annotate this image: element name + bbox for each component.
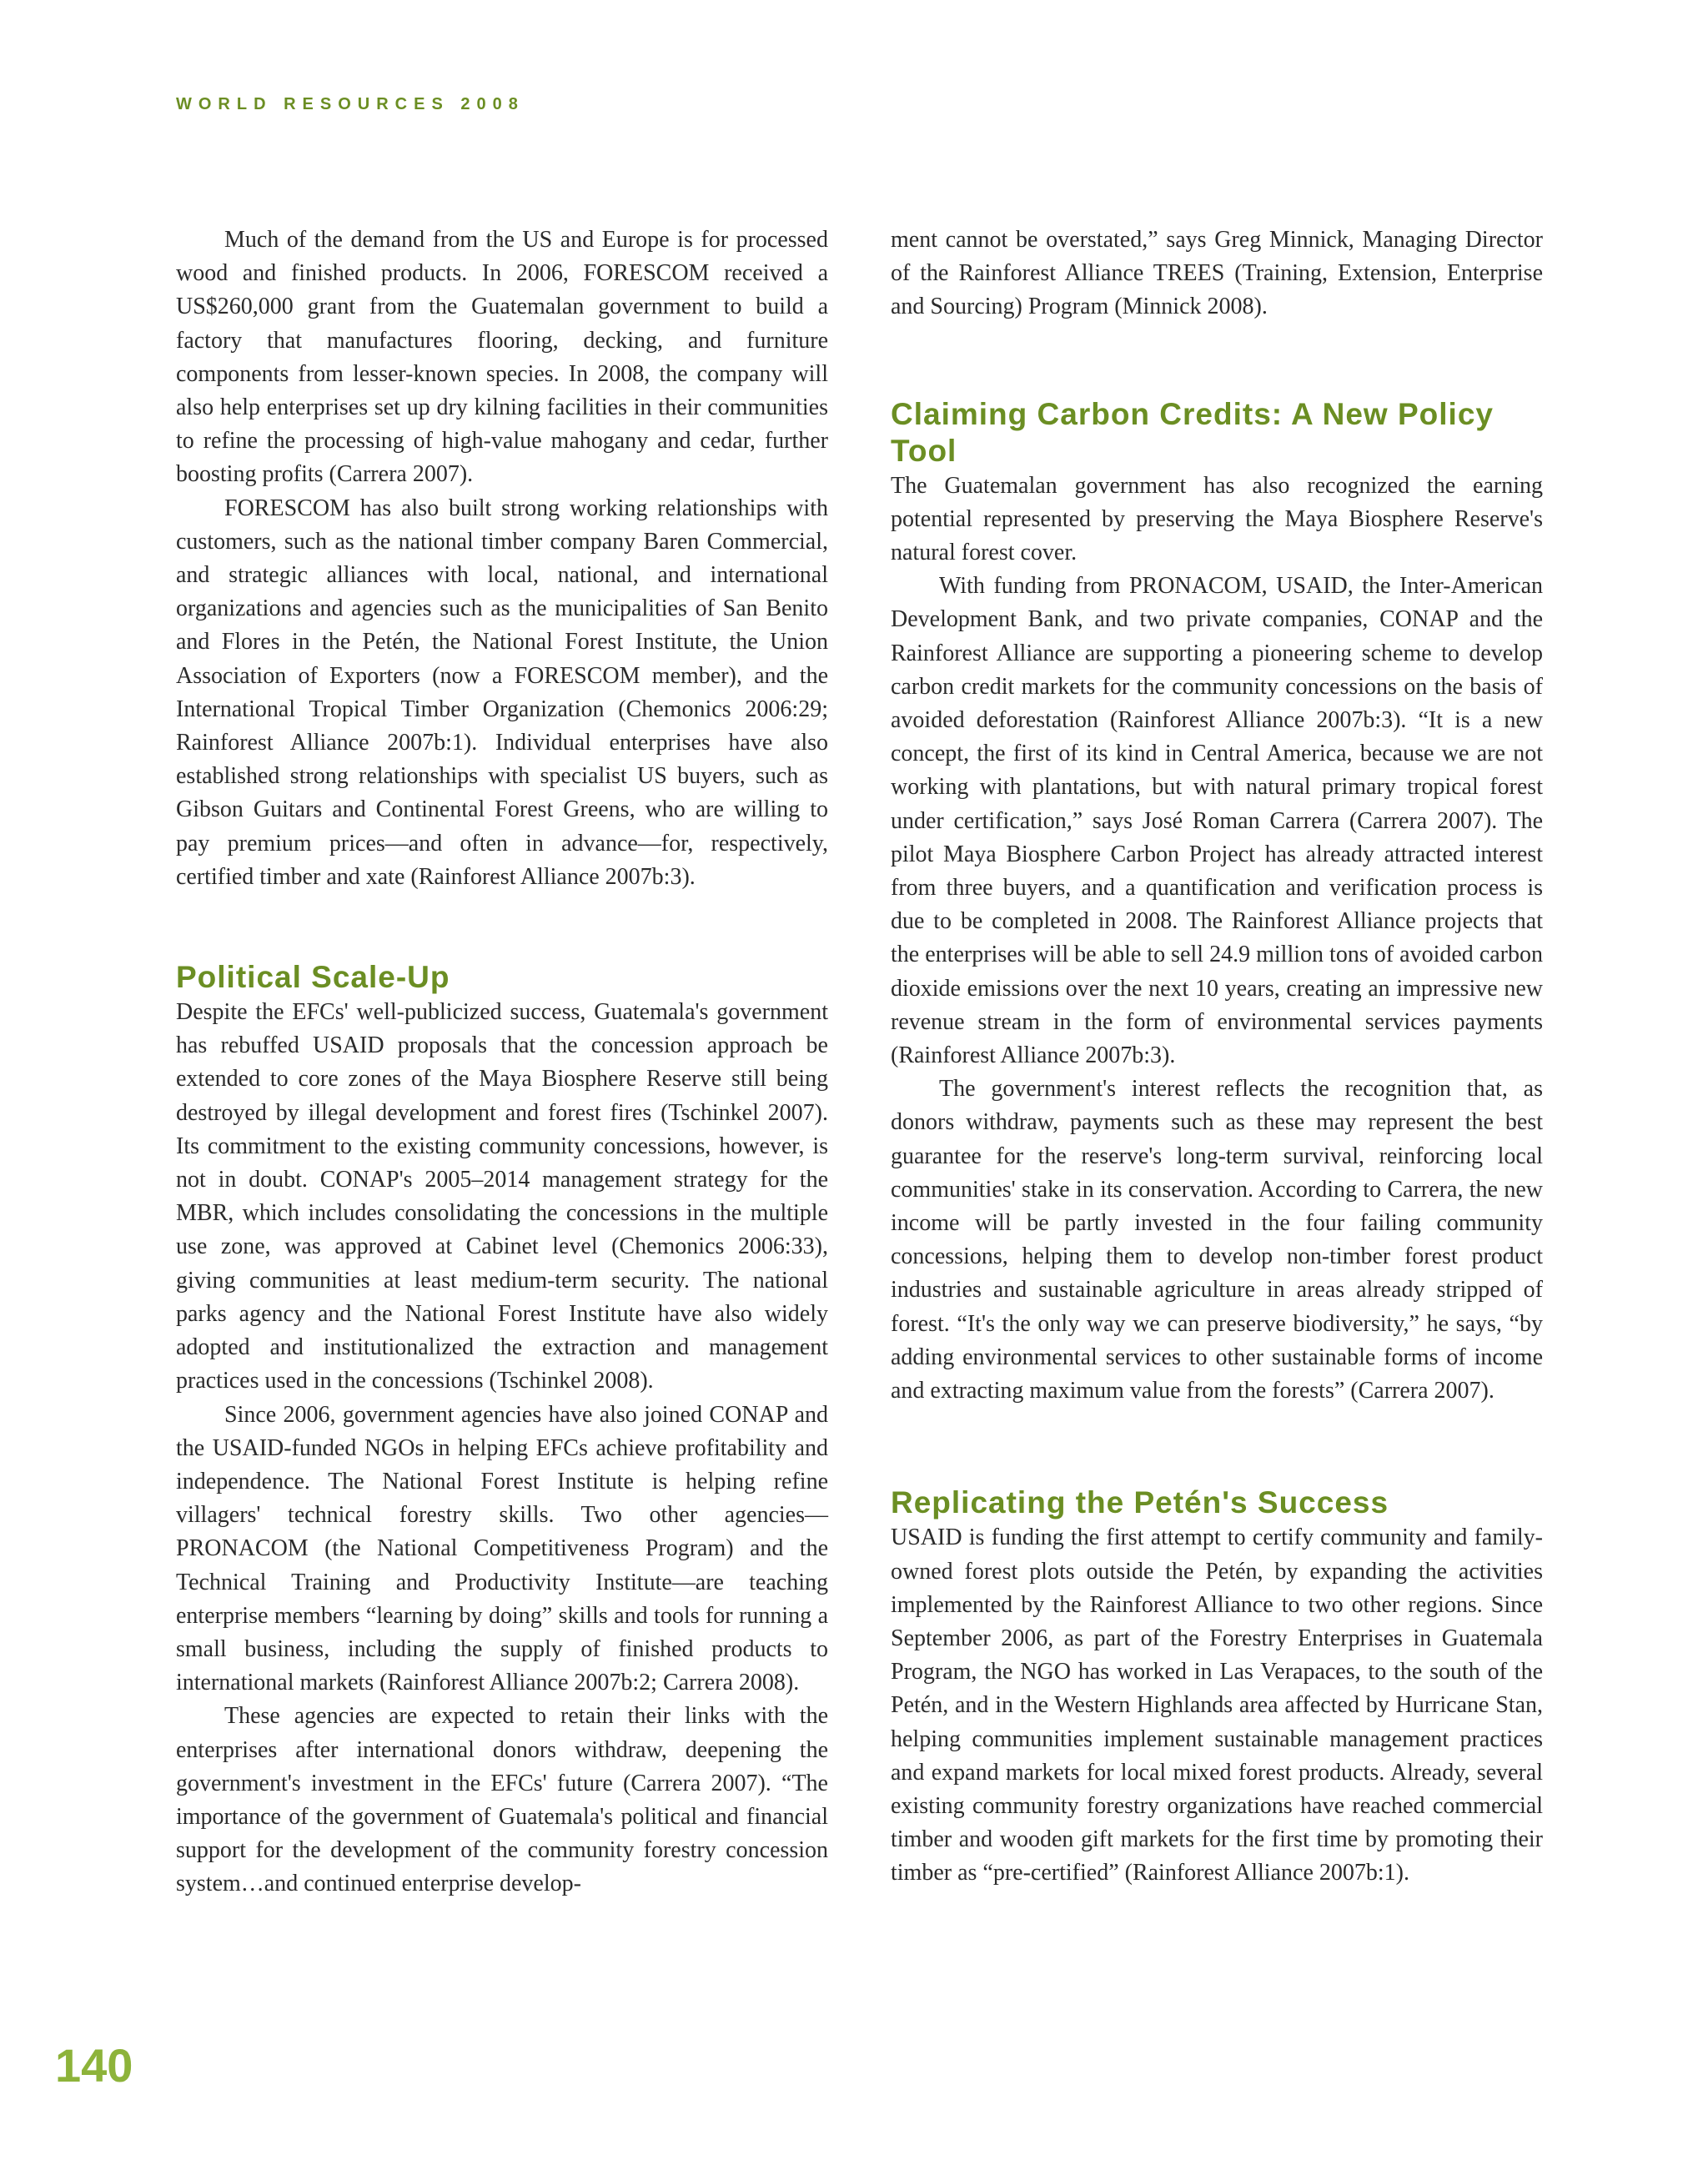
page-number: 140: [55, 2039, 133, 2092]
body-paragraph: ment cannot be overstated,” says Greg Minnick, Managing Director of the Rainforest Alliance TREES (Training, Extension, Enterprise and Sourcing) Program (Minnick 2008).: [891, 227, 1543, 320]
body-paragraph: USAID is funding the first attempt to certify community and family-owned forest plots outside the Petén, by expanding the activities implemented by the Rainforest Alliance to two other regions. Since September 2006, as part of the Forestry Enterprises in Guatemala Program, the NGO has worked in Las Verapaces, to the south of the Petén, and in the Western Highlands area affected by Hurricane Stan, helping communities implement sustainable management practices and expand markets for local mixed forest products. Already, several existing community forestry organizations have reached commercial timber and wooden gift markets for the first time by promoting their timber as “pre-certified” (Rainforest Alliance 2007b:1).: [891, 1525, 1543, 1886]
body-paragraph: FORESCOM has also built strong working relationships with customers, such as the national timber company Baren Commercial, and strategic alliances with local, national, and international organizations and agencies such as the municipalities of San Benito and Flores in the Petén, the National Forest Institute, the Union Association of Exporters (now a FORESCOM member), and the International Tropical Timber Organization (Chemonics 2006:29; Rainforest Alliance 2007b:1). Individual enterprises have also established strong relationships with specialist US buyers, such as Gibson Guitars and Continental Forest Greens, who are willing to pay premium prices—and often in advance—for, respectively, certified timber and xate (Rainforest Alliance 2007b:3).: [176, 495, 828, 890]
section-heading-replicating-peten: Replicating the Petén's Success: [891, 1485, 1389, 1520]
right-column: [891, 224, 1543, 1891]
section-heading-political-scale-up: Political Scale-Up: [176, 960, 450, 995]
body-paragraph: The government's interest reflects the recognition that, as donors withdraw, payments such as these may represent the best guarantee for the reserve's long-term survival, reinforcing local communities' stake in its conservation. According to Carrera, the new income will be partly invested in the four failing community concessions, helping them to develop non-timber forest product industries and sustainable agriculture in areas already stripped of forest. “It's the only way we can preserve biodiversity,” he says, “by adding environmental services to other sustainable forms of income and extracting maximum value from the forests” (Carrera 2007).: [891, 1076, 1543, 1404]
body-paragraph: The Guatemalan government has also recognized the earning potential represented by preserving the Maya Biosphere Reserve's natural forest cover.: [891, 472, 1543, 566]
body-paragraph: Much of the demand from the US and Europe is for processed wood and finished products. In 2006, FORESCOM received a US$260,000 grant from the Guatemalan government to build a factory that manufactures flooring, decking, and furniture components from lesser-known species. In 2008, the company will also help enterprises set up dry kilning facilities in their communities to refine the processing of high-value mahogany and cedar, further boosting profits (Carrera 2007).: [176, 227, 828, 488]
body-paragraph: Since 2006, government agencies have also joined CONAP and the USAID-funded NGOs in helping EFCs achieve profitability and independence. The National Forest Institute is helping refine villagers' technical forestry skills. Two other agencies—PRONACOM (the National Competitiveness Program) and the Technical Training and Productivity Institute—are teaching enterprise members “learning by doing” skills and tools for running a small business, including the supply of finished products to international markets (Rainforest Alliance 2007b:2; Carrera 2008).: [176, 1401, 828, 1696]
body-paragraph: These agencies are expected to retain their links with the enterprises after international donors withdraw, deepening the government's investment in the EFCs' future (Carrera 2007). “The importance of the government of Guatemala's political and financial support for the development of the community forestry concession system…and continued enterprise develop-: [176, 1703, 828, 1897]
body-paragraph: Despite the EFCs' well-publicized success, Guatemala's government has rebuffed USAID proposals that the concession approach be extended to core zones of the Maya Biosphere Reserve still being destroyed by illegal development and forest fires (Tschinkel 2007). Its commitment to the existing community concessions, however, is not in doubt. CONAP's 2005–2014 management strategy for the MBR, which includes consolidating the concessions in the multiple use zone, was approved at Cabinet level (Chemonics 2006:33), giving communities at least medium-term security. The national parks agency and the National Forest Institute have also widely adopted and institutionalized the extraction and management practices used in the concessions (Tschinkel 2008).: [176, 999, 828, 1394]
left-column: [176, 224, 828, 1901]
body-paragraph: With funding from PRONACOM, USAID, the Inter-American Development Bank, and two private companies, CONAP and the Rainforest Alliance are supporting a pioneering scheme to develop carbon credit markets for the community concessions on the basis of avoided deforestation (Rainforest Alliance 2007b:3). “It is a new concept, the first of its kind in Central America, because we are not working with plantations, but with natural primary tropical forest under certification,” says José Roman Carrera (Carrera 2007). The pilot Maya Biosphere Carbon Project has already attracted interest from three buyers, and a quantification and verification process is due to be completed in 2008. The Rainforest Alliance projects that the enterprises will be able to sell 24.9 million tons of avoided carbon dioxide emissions over the next 10 years, creating an impressive new revenue stream in the form of environmental services payments (Rainforest Alliance 2007b:3).: [891, 573, 1543, 1069]
section-heading-carbon-credits: Claiming Carbon Credits: A New Policy Tool: [891, 396, 1494, 468]
running-header: WORLD RESOURCES 2008: [176, 95, 525, 113]
